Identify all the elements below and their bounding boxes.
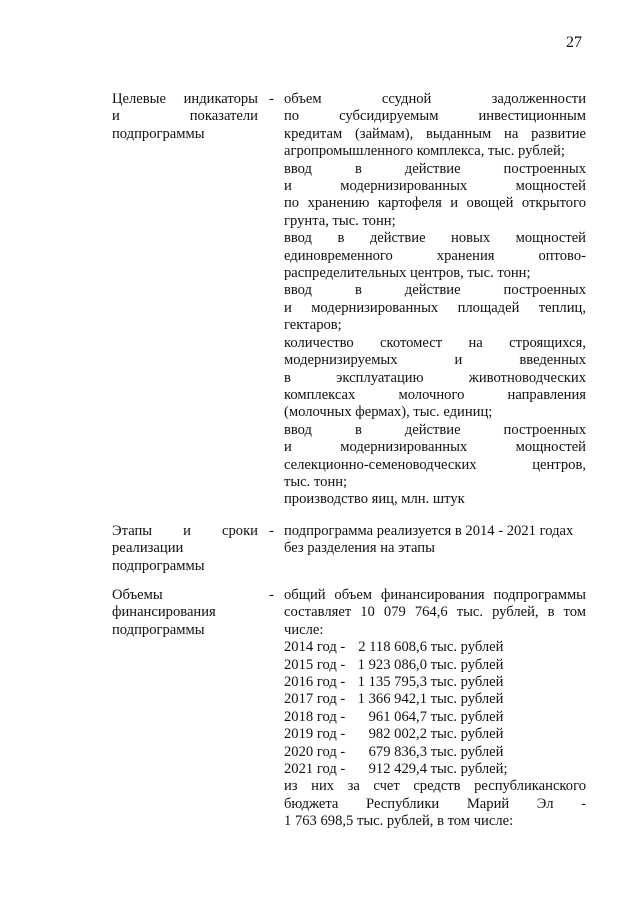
amount-row	[284, 761, 586, 778]
content-line: в эксплуатацию животноводческих	[284, 369, 586, 386]
content-line: комплексах молочного направления	[284, 386, 586, 403]
amount-value: 2 118 608,6	[358, 639, 427, 656]
amount-row	[284, 744, 586, 761]
content-line: по хранению картофеля и овощей открытого	[284, 195, 586, 212]
content-line: агропромышленного комплекса, тыс. рублей;	[284, 143, 565, 160]
section-content	[284, 587, 586, 831]
content-line: без разделения на этапы	[284, 540, 435, 557]
content-line: по субсидируемым инвестиционным	[284, 108, 586, 125]
label-line: реализации	[112, 540, 184, 557]
amount-year: 2021 год -	[284, 761, 346, 778]
amount-row	[284, 691, 586, 708]
section-label	[112, 91, 258, 143]
content-line: подпрограмма реализуется в 2014 - 2021 годах	[284, 523, 574, 539]
amount-unit: тыс. рублей	[430, 656, 504, 673]
content-line: и модернизированных площадей теплиц,	[284, 299, 586, 316]
content-line: ввод в действие построенных	[284, 282, 586, 299]
amount-unit: тыс. рублей	[430, 743, 504, 760]
content-line: числе:	[284, 621, 324, 638]
content-line: гектаров;	[284, 317, 342, 334]
amount-value: 982 002,2	[368, 726, 427, 743]
amount-row	[284, 726, 586, 743]
separator-dash: -	[269, 587, 274, 603]
content-line: составляет 10 079 764,6 тыс. рублей, в том	[284, 604, 586, 621]
amount-year: 2016 год -	[284, 674, 346, 691]
content-line: тыс. тонн;	[284, 473, 348, 490]
label-line: подпрограммы	[112, 125, 205, 142]
label-line: Объемы	[112, 587, 163, 603]
content-line: грунта, тыс. тонн;	[284, 212, 396, 229]
content-line: ввод в действие новых мощностей	[284, 230, 586, 247]
content-line: общий объем финансирования подпрограммы	[284, 587, 586, 603]
amount-value: 912 429,4	[368, 761, 427, 778]
content-line: и модернизированных мощностей	[284, 439, 586, 456]
amount-row	[284, 657, 586, 674]
amount-row	[284, 674, 586, 691]
label-line: Этапы и сроки	[112, 523, 258, 539]
content-line: количество скотомест на строящихся,	[284, 334, 586, 351]
separator-dash: -	[269, 523, 274, 539]
amount-unit: тыс. рублей;	[430, 761, 508, 778]
section-content	[284, 523, 586, 558]
amount-year: 2018 год -	[284, 708, 346, 725]
section-label	[112, 587, 258, 639]
amount-year: 2014 год -	[284, 639, 346, 656]
label-line: подпрограммы	[112, 621, 205, 638]
content-line: модернизируемых и введенных	[284, 352, 586, 369]
content-line: из них за счет средств республиканского	[284, 778, 586, 795]
amount-row	[284, 639, 586, 656]
content-line: объем ссудной задолженности	[284, 91, 586, 107]
content-line: и модернизированных мощностей	[284, 178, 586, 195]
amount-year: 2019 год -	[284, 726, 346, 743]
amount-year: 2017 год -	[284, 691, 346, 708]
amount-unit: тыс. рублей	[430, 639, 504, 656]
amount-value: 1 135 795,3	[357, 674, 427, 691]
amount-value: 1 923 086,0	[357, 656, 427, 673]
content-line: 1 763 698,5 тыс. рублей, в том числе:	[284, 813, 514, 830]
section-content	[284, 91, 586, 509]
content-line: селекционно-семеноводческих центров,	[284, 456, 586, 473]
content-line: кредитам (займам), выданным на развитие	[284, 125, 586, 142]
content-line: ввод в действие построенных	[284, 421, 586, 438]
label-line: и показатели	[112, 108, 258, 125]
amount-year: 2015 год -	[284, 656, 346, 673]
amount-year: 2020 год -	[284, 743, 346, 760]
page-number: 27	[566, 34, 582, 51]
label-line: Целевые индикаторы	[112, 91, 258, 107]
label-line: финансирования	[112, 604, 216, 621]
content-line: единовременного хранения оптово-	[284, 247, 586, 264]
amount-value: 961 064,7	[368, 708, 427, 725]
yearly-amounts-list	[284, 639, 586, 778]
amount-unit: тыс. рублей	[430, 726, 504, 743]
content-line: бюджета Республики Марий Эл -	[284, 795, 586, 812]
amount-unit: тыс. рублей	[430, 708, 504, 725]
amount-value: 679 836,3	[368, 743, 427, 760]
content-line: производство яиц, млн. штук	[284, 491, 465, 508]
content-line: ввод в действие построенных	[284, 160, 586, 177]
label-line: подпрограммы	[112, 557, 205, 574]
amount-unit: тыс. рублей	[430, 674, 504, 691]
content-line: (молочных фермах), тыс. единиц;	[284, 404, 493, 421]
section-label	[112, 523, 258, 575]
content-line: распределительных центров, тыс. тонн;	[284, 265, 531, 282]
amount-value: 1 366 942,1	[357, 691, 427, 708]
separator-dash: -	[269, 91, 274, 107]
amount-unit: тыс. рублей	[430, 691, 504, 708]
amount-row	[284, 709, 586, 726]
